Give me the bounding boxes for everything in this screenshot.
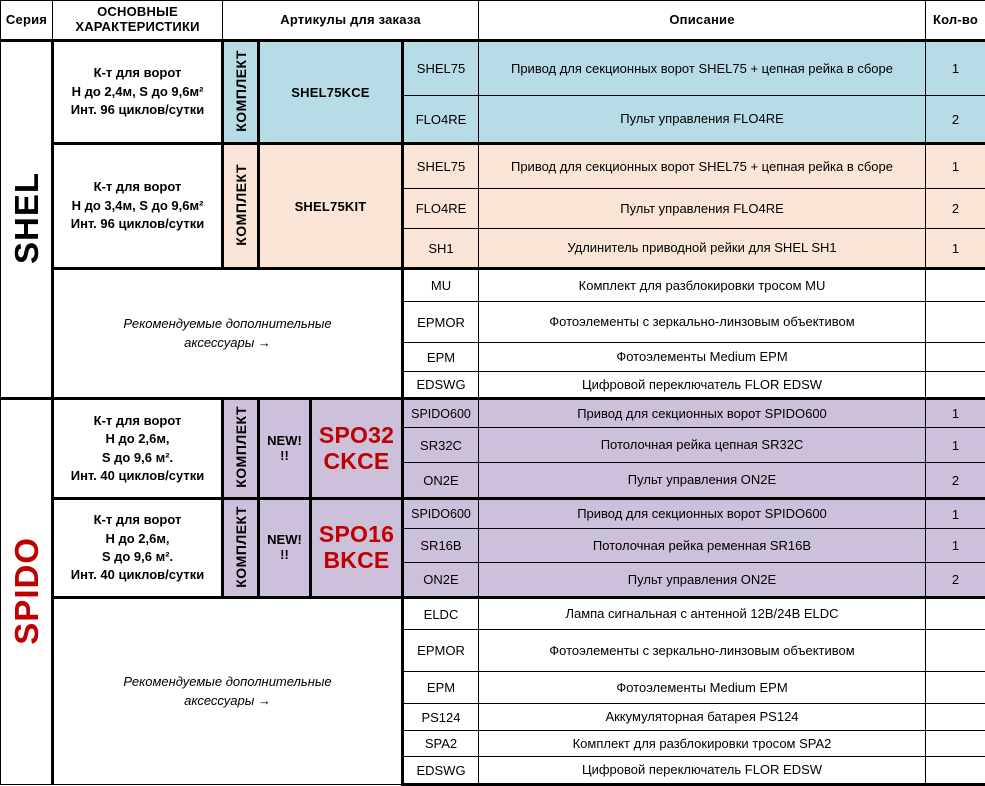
article-quantity: 1 [926,428,985,463]
header-characteristics [53,1,223,41]
char-line: Н до 3,4м, S до 9,6м² [71,197,204,213]
recommended-line2: аксессуары → [184,692,271,708]
article-description: Фотоэлементы с зеркально-линзовым объективом [479,630,926,672]
article-quantity: 2 [926,96,985,144]
recommended-line1: Рекомендуемые дополнительные [123,673,332,689]
article-description: Привод для секционных ворот SPIDO600 [479,499,926,529]
article-quantity [926,630,985,672]
komplekt-text: КОМПЛЕКТ [232,49,249,132]
new-badge-line2: !! [280,447,289,463]
article-description: Фотоэлементы Medium EPM [479,672,926,704]
char-line: Н до 2,6м, [105,530,170,546]
article-quantity: 1 [926,144,985,189]
article-code: ELDC [403,598,479,630]
article-quantity [926,302,985,343]
header-characteristics-line1: ОСНОВНЫЕ [97,4,178,20]
article-quantity [926,343,985,372]
article-code: EPMOR [403,302,479,343]
article-description: Привод для секционных ворот SHEL75 + цепная рейка в сборе [479,144,926,189]
table-header-row [1,1,985,41]
kit-characteristics-shel75kit [53,144,223,269]
new-badge-spo32ckce [259,399,311,499]
table-row [1,598,985,630]
article-quantity [926,704,985,731]
char-line: Н до 2,6м, [105,431,170,447]
article-code: SHEL75 [403,41,479,96]
article-code: EPM [403,672,479,704]
article-description: Лампа сигнальная с антенной 12В/24В ELDC [479,598,926,630]
header-articles: Артикулы для заказа [223,1,479,41]
article-quantity [926,757,985,785]
char-line: S до 9,6 м². [101,549,174,564]
kit-characteristics-spo32ckce [53,399,223,499]
article-quantity: 1 [926,41,985,96]
komplekt-label-spo16bkce [223,499,259,598]
char-line: К-т для ворот [93,412,182,428]
article-description: Удлинитель приводной рейки для SHEL SH1 [479,229,926,269]
char-line: К-т для ворот [93,179,182,195]
kit-sku-shel75kce: SHEL75KCE [259,41,403,144]
article-code: SPIDO600 [403,499,479,529]
article-code: EPMOR [403,630,479,672]
article-code: EDSWG [403,757,479,785]
komplekt-label-shel75kit [223,144,259,269]
article-code: EPM [403,343,479,372]
article-quantity: 2 [926,189,985,229]
series-label-shel [1,41,53,399]
article-description: Пульт управления ON2E [479,563,926,598]
komplekt-label-spo32ckce [223,399,259,499]
kit-sku-line1: SPO16 [318,521,395,548]
new-badge-spo16bkce [259,499,311,598]
article-description: Цифровой переключатель FLOR EDSW [479,757,926,785]
kit-characteristics-shel75kce [53,41,223,144]
article-description: Пульт управления ON2E [479,463,926,499]
kit-sku-spo32ckce [311,399,403,499]
article-quantity: 1 [926,529,985,563]
series-label-shel-text: SHEL [7,171,45,264]
char-line: Инт. 40 циклов/сутки [70,467,205,483]
header-quantity: Кол-во [926,1,985,41]
article-description: Аккумуляторная батарея PS124 [479,704,926,731]
article-code: PS124 [403,704,479,731]
char-line: Н до 2,4м, S до 9,6м² [71,83,204,99]
char-line: К-т для ворот [93,512,182,528]
article-quantity: 1 [926,499,985,529]
new-badge-line1: NEW! [267,532,302,548]
article-code: ON2E [403,463,479,499]
komplekt-label-shel75kce [223,41,259,144]
article-code: SH1 [403,229,479,269]
article-code: SR32C [403,428,479,463]
kit-sku-line1: SPO32 [318,421,395,448]
article-code: FLO4RE [403,189,479,229]
char-line: К-т для ворот [93,65,182,81]
kit-sku-line2: BKCE [323,547,390,573]
article-code: MU [403,269,479,302]
article-description: Комплект для разблокировки тросом MU [479,269,926,302]
article-description: Цифровой переключатель FLOR EDSW [479,372,926,399]
series-label-spido-text: SPIDO [7,536,45,645]
header-description: Описание [479,1,926,41]
article-quantity [926,372,985,399]
article-description: Фотоэлементы с зеркально-линзовым объективом [479,302,926,343]
article-description: Комплект для разблокировки тросом SPA2 [479,731,926,757]
table-row [1,41,985,96]
char-line: Инт. 40 циклов/сутки [70,567,205,583]
header-series: Серия [1,1,53,41]
new-badge-line1: NEW! [267,432,302,448]
char-line: S до 9,6 м². [101,449,174,465]
table-row [1,269,985,302]
article-description: Привод для секционных ворот SPIDO600 [479,399,926,428]
article-description: Потолочная рейка ременная SR16B [479,529,926,563]
recommended-accessories-spido [53,598,403,785]
table-row [1,499,985,529]
table-row [1,399,985,428]
article-description: Потолочная рейка цепная SR32C [479,428,926,463]
article-code: EDSWG [403,372,479,399]
article-quantity [926,598,985,630]
article-quantity [926,672,985,704]
komplekt-text: КОМПЛЕКТ [232,163,249,246]
article-code: SPIDO600 [403,399,479,428]
article-description: Пульт управления FLO4RE [479,96,926,144]
recommended-line1: Рекомендуемые дополнительные [123,315,332,331]
komplekt-text: КОМПЛЕКТ [232,505,249,588]
article-description: Пульт управления FLO4RE [479,189,926,229]
kit-sku-line2: CKCE [323,447,390,474]
recommended-accessories-shel [53,269,403,399]
article-quantity: 2 [926,463,985,499]
kit-sku-shel75kit: SHEL75KIT [259,144,403,269]
article-quantity: 1 [926,399,985,428]
article-code: SR16B [403,529,479,563]
series-label-spido [1,399,53,785]
article-quantity [926,269,985,302]
article-code: ON2E [403,563,479,598]
article-description: Привод для секционных ворот SHEL75 + цепная рейка в сборе [479,41,926,96]
article-code: SHEL75 [403,144,479,189]
article-quantity: 2 [926,563,985,598]
char-line: Инт. 96 циклов/сутки [70,102,205,118]
recommended-line2: аксессуары → [184,334,271,350]
char-line: Инт. 96 циклов/сутки [70,216,205,232]
article-description: Фотоэлементы Medium EPM [479,343,926,372]
table-row [1,144,985,189]
kit-sku-spo16bkce [311,499,403,598]
article-quantity: 1 [926,229,985,269]
article-code: FLO4RE [403,96,479,144]
article-quantity [926,731,985,757]
header-characteristics-line2: ХАРАКТЕРИСТИКИ [75,19,200,34]
komplekt-text: КОМПЛЕКТ [232,406,249,488]
kit-characteristics-spo16bkce [53,499,223,598]
new-badge-line2: !! [280,547,289,562]
article-code: SPA2 [403,731,479,757]
